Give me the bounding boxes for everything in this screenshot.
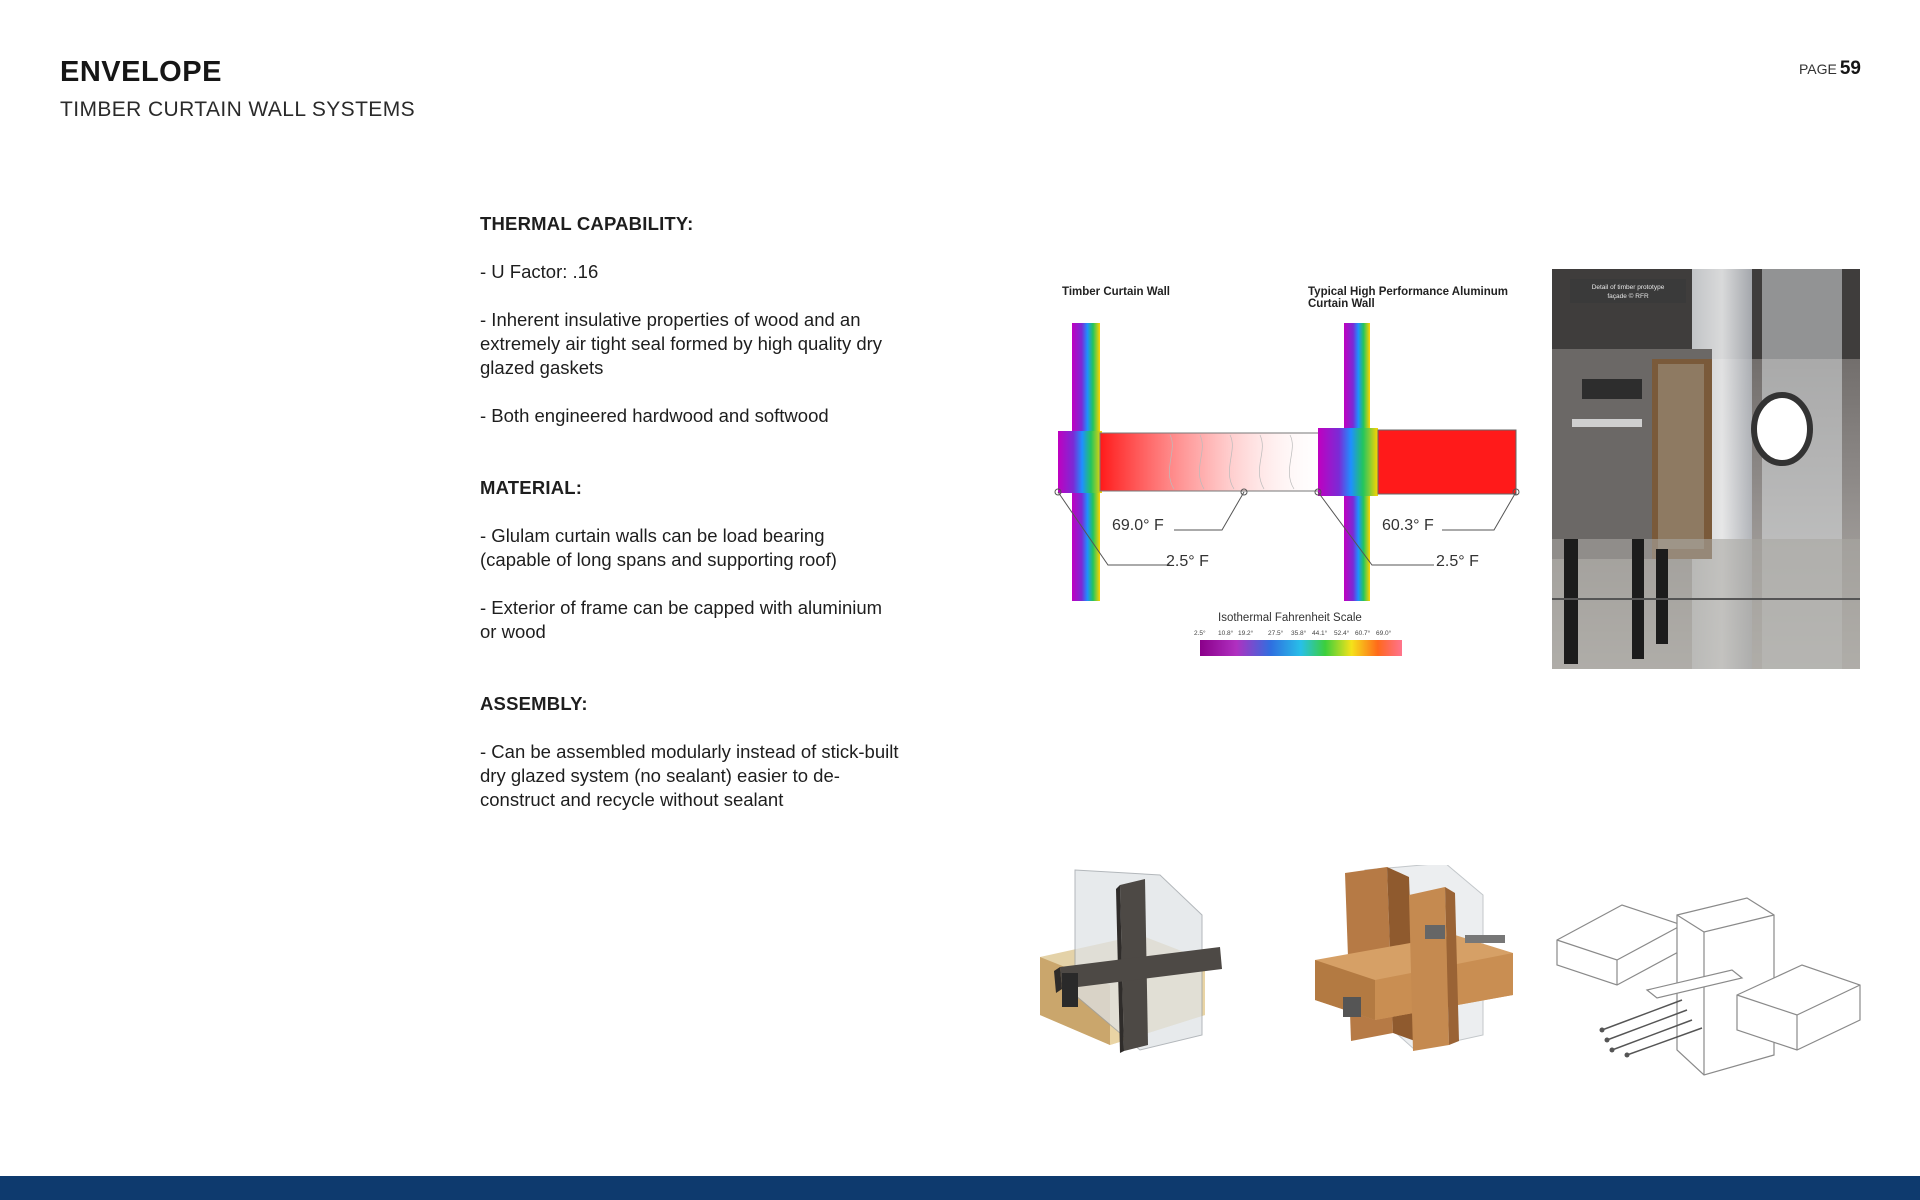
assembly-item: - Can be assembled modularly instead of stick-built dry glazed system (no sealant) easier to de-construct and recycle without sealant xyxy=(480,741,899,810)
page-number-value: 59 xyxy=(1839,58,1861,79)
modular-assembly-line-drawing xyxy=(1552,880,1862,1080)
prototype-facade-photo xyxy=(1552,269,1860,669)
content-column xyxy=(480,212,900,836)
material-heading: MATERIAL: xyxy=(480,477,583,498)
right-inner-temp: 60.3° F xyxy=(1382,517,1434,534)
scale-tick: 2.5° xyxy=(1194,630,1206,637)
assembly-heading: ASSEMBLY: xyxy=(480,693,588,714)
material-item: - Glulam curtain walls can be load bearing (capable of long spans and supporting roof) xyxy=(480,525,837,570)
thermal-item: - U Factor: .16 xyxy=(480,261,599,282)
right-outer-temp: 2.5° F xyxy=(1436,553,1479,570)
thermal-heading: THERMAL CAPABILITY: xyxy=(480,213,694,234)
photo-caption-line2: façade © RFR xyxy=(1607,293,1649,300)
page-subtitle: TIMBER CURTAIN WALL SYSTEMS xyxy=(60,98,416,121)
thermal-item: - Both engineered hardwood and softwood xyxy=(480,405,829,426)
page-number xyxy=(1799,58,1861,80)
footer-bar xyxy=(0,1176,1920,1200)
scale-tick: 35.8° xyxy=(1291,630,1307,637)
scale-tick: 69.0° xyxy=(1376,630,1392,637)
material-item: - Exterior of frame can be capped with aluminium or wood xyxy=(480,597,883,642)
page-label: PAGE xyxy=(1798,61,1837,77)
scale-tick: 60.7° xyxy=(1355,630,1371,637)
isothermal-scale-bar xyxy=(1200,640,1402,656)
scale-title: Isothermal Fahrenheit Scale xyxy=(1218,612,1362,624)
scale-tick: 10.8° xyxy=(1218,630,1234,637)
thermal-comparison-diagram xyxy=(1050,270,1540,670)
scale-tick: 19.2° xyxy=(1238,630,1254,637)
scale-tick: 44.1° xyxy=(1312,630,1328,637)
photo-caption-line1: Detail of timber prototype xyxy=(1591,284,1665,291)
aluminum-capped-mullion-illustration xyxy=(1020,865,1230,1065)
wood-capped-mullion-illustration xyxy=(1305,865,1515,1065)
thermal-item: - Inherent insulative properties of wood and an extremely air tight seal formed by high quality dry glazed gaskets xyxy=(480,309,883,378)
right-diagram-title-line2: Curtain Wall xyxy=(1308,298,1375,310)
scale-ticks xyxy=(1194,629,1392,637)
left-outer-temp: 2.5° F xyxy=(1166,553,1209,570)
page-title: ENVELOPE xyxy=(60,56,222,88)
scale-tick: 27.5° xyxy=(1268,630,1284,637)
right-diagram-title-line1: Typical High Performance Aluminum xyxy=(1308,286,1509,298)
left-inner-temp: 69.0° F xyxy=(1112,517,1164,534)
left-diagram-title: Timber Curtain Wall xyxy=(1062,286,1170,298)
scale-tick: 52.4° xyxy=(1334,630,1350,637)
